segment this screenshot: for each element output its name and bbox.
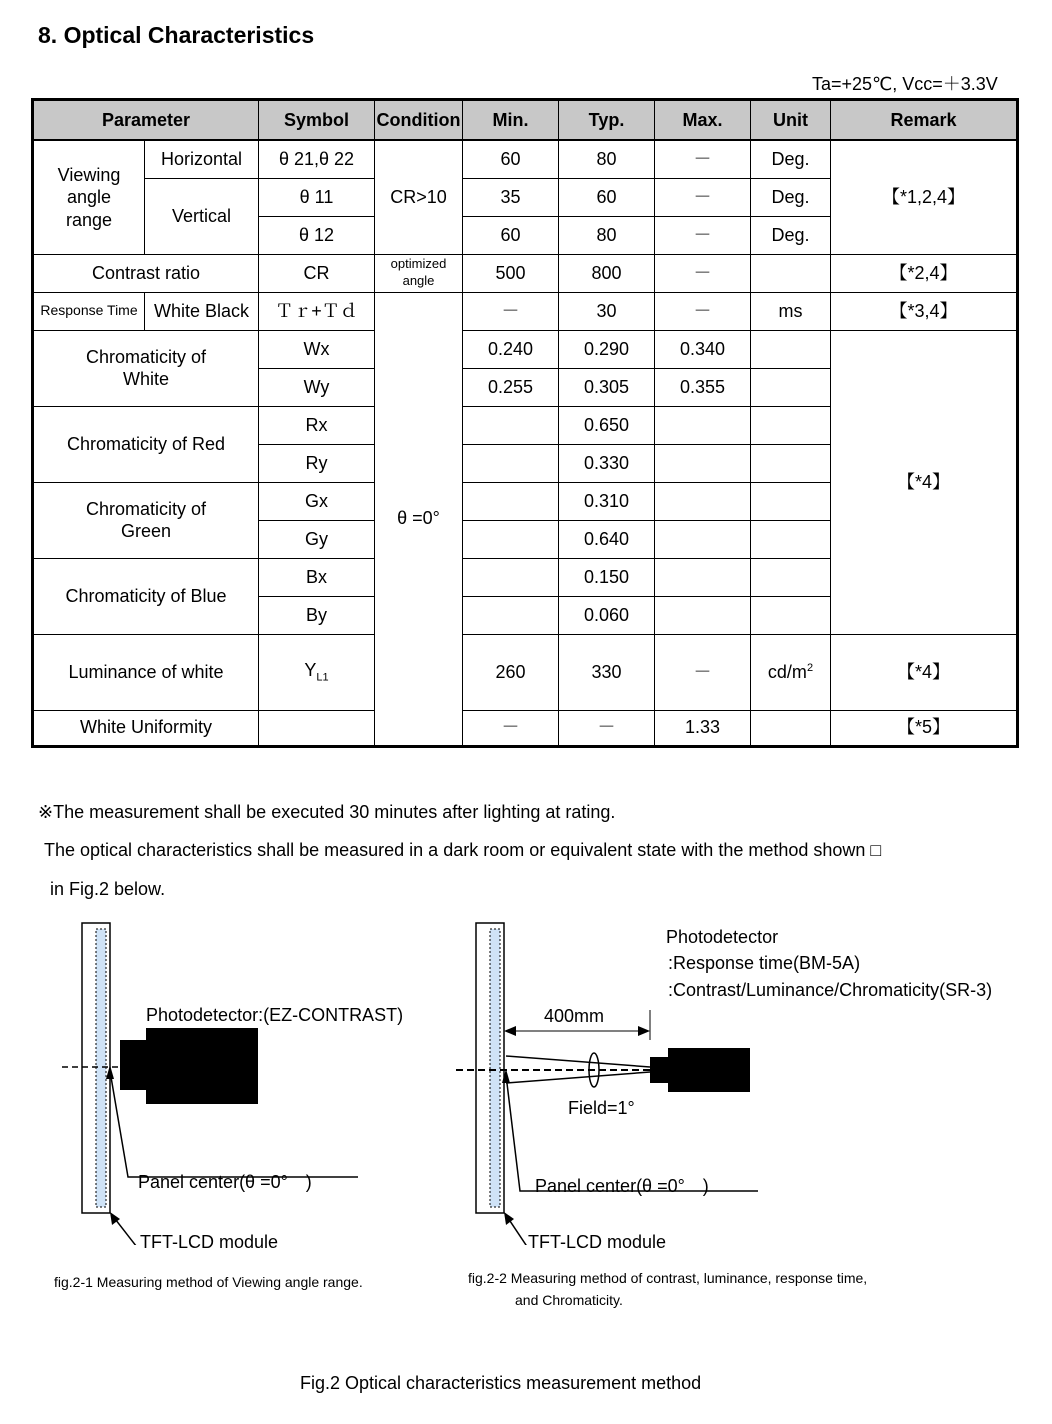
fig2-field-line-bottom: [506, 1072, 650, 1083]
table-row: [33, 140, 1018, 178]
header-max: Max.: [655, 100, 751, 141]
unit-cell: [751, 444, 831, 482]
header-remark: Remark: [831, 100, 1018, 141]
fig1-detector-lens: [120, 1040, 148, 1090]
min-cell: －: [463, 292, 559, 330]
luminance-symbol: Y: [304, 659, 317, 680]
fig2-panel-layer: [490, 929, 500, 1207]
note-line-3: in Fig.2 below.: [50, 879, 166, 899]
symbol-cell: Ｔｒ+Ｔｄ: [259, 292, 375, 330]
symbol-cell: Gy: [259, 520, 375, 558]
contrast-label: Contrast ratio: [33, 254, 259, 292]
max-cell: 1.33: [655, 710, 751, 746]
typ-cell: 0.290: [559, 330, 655, 368]
min-cell: [463, 482, 559, 520]
response-label: Response Time: [33, 292, 145, 330]
fig1-module-label: TFT-LCD module: [140, 1232, 279, 1252]
symbol-cell: Wx: [259, 330, 375, 368]
note-line-2: The optical characteristics shall be measured in a dark room or equivalent state with the method shown □: [44, 840, 882, 860]
min-cell: [463, 444, 559, 482]
header-unit: Unit: [751, 100, 831, 141]
fig2-detector-body: [668, 1048, 750, 1092]
max-cell: －: [655, 292, 751, 330]
typ-cell: 0.305: [559, 368, 655, 406]
fig2-module-arrow: [504, 1212, 514, 1225]
min-cell: 35: [463, 178, 559, 216]
fig2-detector-lens: [650, 1057, 668, 1083]
unit-cell: ms: [751, 292, 831, 330]
header-symbol: Symbol: [259, 100, 375, 141]
note-line-1: ※The measurement shall be executed 30 minutes after lighting at rating.: [38, 802, 616, 822]
luminance-unit-sup: 2: [806, 661, 814, 674]
typ-cell: 800: [559, 254, 655, 292]
unit-cell: [751, 634, 831, 710]
symbol-cell: Wy: [259, 368, 375, 406]
chroma-green-label: Chromaticity of Green: [33, 482, 259, 558]
fig1-panel-layer: [96, 929, 106, 1207]
symbol-cell: Bx: [259, 558, 375, 596]
unit-cell: [751, 368, 831, 406]
table-row: [33, 710, 1018, 746]
typ-cell: －: [559, 710, 655, 746]
header-condition: Condition: [375, 100, 463, 141]
fig1-panel-center-label: Panel center(θ =0° ): [138, 1172, 312, 1192]
fig2-response-time-label: :Response time(BM-5A): [668, 953, 861, 973]
condition-theta: θ =0°: [375, 292, 463, 746]
horizontal-label: Horizontal: [145, 140, 259, 178]
fig2-caption-line-1: fig.2-2 Measuring method of contrast, luminance, response time,: [468, 1270, 868, 1286]
max-cell: [655, 520, 751, 558]
optical-characteristics-table: [31, 98, 1019, 748]
table-row: [33, 634, 1018, 710]
typ-cell: 0.330: [559, 444, 655, 482]
max-cell: [655, 406, 751, 444]
luminance-remark: 【*4】: [831, 634, 1018, 710]
typ-cell: 80: [559, 140, 655, 178]
max-cell: [655, 482, 751, 520]
chroma-blue-label: Chromaticity of Blue: [33, 558, 259, 634]
unit-cell: [751, 520, 831, 558]
unit-cell: [751, 710, 831, 746]
min-cell: 260: [463, 634, 559, 710]
header-min: Min.: [463, 100, 559, 141]
contrast-remark: 【*2,4】: [831, 254, 1018, 292]
symbol-cell: Gx: [259, 482, 375, 520]
table-row: [33, 292, 1018, 330]
luminance-label: Luminance of white: [33, 634, 259, 710]
uniformity-remark: 【*5】: [831, 710, 1018, 746]
typ-cell: 0.060: [559, 596, 655, 634]
min-cell: 0.240: [463, 330, 559, 368]
figure-caption: Fig.2 Optical characteristics measurement method: [300, 1373, 702, 1393]
unit-cell: [751, 254, 831, 292]
fig2-field-line-top: [506, 1056, 650, 1067]
typ-cell: 330: [559, 634, 655, 710]
fig2-module-label: TFT-LCD module: [528, 1232, 667, 1252]
header-parameter: Parameter: [33, 100, 259, 141]
min-cell: －: [463, 710, 559, 746]
table-row: [33, 330, 1018, 368]
uniformity-label: White Uniformity: [33, 710, 259, 746]
fig2-photodetector-label: Photodetector: [666, 927, 779, 947]
response-remark: 【*3,4】: [831, 292, 1018, 330]
luminance-unit: cd/m: [767, 661, 807, 682]
min-cell: [463, 406, 559, 444]
typ-cell: 0.650: [559, 406, 655, 444]
section-title: 8. Optical Characteristics: [38, 22, 315, 48]
viewing-remark: 【*1,2,4】: [831, 140, 1018, 254]
chroma-white-label: Chromaticity of White: [33, 330, 259, 406]
unit-cell: [751, 482, 831, 520]
typ-cell: 30: [559, 292, 655, 330]
min-cell: 0.255: [463, 368, 559, 406]
unit-cell: [751, 596, 831, 634]
symbol-cell: CR: [259, 254, 375, 292]
fig1-caption: fig.2-1 Measuring method of Viewing angle range.: [54, 1274, 363, 1290]
typ-cell: 80: [559, 216, 655, 254]
max-cell: [655, 596, 751, 634]
vertical-label: Vertical: [145, 178, 259, 254]
max-cell: －: [655, 216, 751, 254]
table-row: [33, 254, 1018, 292]
unit-cell: [751, 406, 831, 444]
fig1-diagram: [0, 915, 470, 1245]
typ-cell: 60: [559, 178, 655, 216]
fig2-field-label: Field=1°: [568, 1098, 635, 1118]
max-cell: 0.340: [655, 330, 751, 368]
symbol-cell: Ry: [259, 444, 375, 482]
table-header-row: [33, 100, 1018, 141]
max-cell: －: [655, 140, 751, 178]
min-cell: [463, 596, 559, 634]
unit-cell: Deg.: [751, 178, 831, 216]
fig2-caption-line-2: and Chromaticity.: [515, 1292, 623, 1308]
fig1-detector-body: [146, 1028, 258, 1104]
unit-cell: [751, 330, 831, 368]
fig2-dim-arrow-left: [504, 1026, 516, 1036]
condition-optimized: optimized angle: [375, 254, 463, 292]
min-cell: 500: [463, 254, 559, 292]
chroma-remark: 【*4】: [831, 330, 1018, 634]
typ-cell: 0.310: [559, 482, 655, 520]
min-cell: [463, 520, 559, 558]
max-cell: [655, 444, 751, 482]
min-cell: [463, 558, 559, 596]
max-cell: －: [655, 178, 751, 216]
fig2-contrast-label: :Contrast/Luminance/Chromaticity(SR-3): [668, 980, 993, 1000]
min-cell: 60: [463, 140, 559, 178]
max-cell: 0.355: [655, 368, 751, 406]
unit-cell: [751, 558, 831, 596]
fig2-distance-label: 400mm: [544, 1006, 605, 1026]
symbol-cell: By: [259, 596, 375, 634]
luminance-symbol-sub: L1: [316, 671, 329, 684]
min-cell: 60: [463, 216, 559, 254]
viewing-angle-label: Viewing angle range: [33, 140, 145, 254]
chroma-red-label: Chromaticity of Red: [33, 406, 259, 482]
white-black-label: White Black: [145, 292, 259, 330]
test-conditions: Ta=+25℃, Vcc=＋3.3V: [812, 74, 998, 94]
typ-cell: 0.640: [559, 520, 655, 558]
unit-cell: Deg.: [751, 216, 831, 254]
typ-cell: 0.150: [559, 558, 655, 596]
symbol-cell: θ 11: [259, 178, 375, 216]
fig1-photodetector-label: Photodetector:(EZ-CONTRAST): [146, 1005, 404, 1025]
fig2-panel-center-label: Panel center(θ =0° ): [535, 1176, 709, 1196]
max-cell: －: [655, 254, 751, 292]
symbol-cell: Rx: [259, 406, 375, 444]
fig2-dim-arrow-right: [638, 1026, 650, 1036]
header-typ: Typ.: [559, 100, 655, 141]
symbol-cell: θ 21,θ 22: [259, 140, 375, 178]
symbol-cell: [259, 634, 375, 710]
max-cell: [655, 558, 751, 596]
symbol-cell: [259, 710, 375, 746]
max-cell: －: [655, 634, 751, 710]
unit-cell: Deg.: [751, 140, 831, 178]
symbol-cell: θ 12: [259, 216, 375, 254]
condition-cr: CR>10: [375, 140, 463, 254]
